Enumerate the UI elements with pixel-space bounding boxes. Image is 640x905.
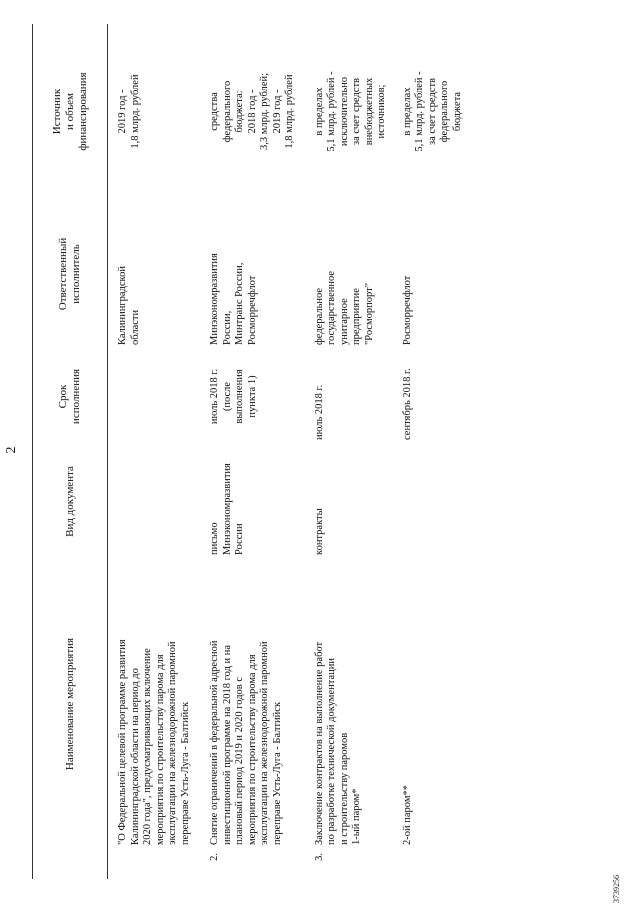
row-doc-type [392,444,468,559]
row-deadline: сентябрь 2018 г. [401,368,413,440]
header-responsible: Ответственный исполнитель [33,199,108,349]
page-number: 2 [4,446,19,454]
row-source: средства федерального бюджета: 2018 год - 3,3 млрд. рублей; 2019 год - 1,8 млрд. рублей [209,72,295,151]
row-source: в пределах 5,1 млрд. рублей - исключительно за счет средств внебюджетных источников; [313,71,387,152]
row-number: 2. [209,853,220,861]
row-name: 2-ой паром** [401,785,413,845]
row-responsible: федеральное государственное унитарное предприятие "Росморпорт" [313,270,375,345]
row-name: Снятие ограничений в федеральной адресной инвестиционной программе на 2018 год и на плановый период 2019 и 2020 годов с мероприятия по строительству парома для эксплуатации на железнодорожной паромной переправе Усть-Луга - Балтийск [209,640,283,845]
document-id: 3739256 [612,875,621,903]
row-deadline [108,349,196,444]
row-number [108,849,196,879]
row-responsible: Калининградской области [117,266,141,345]
row-source: в пределах 5,1 млрд. рублей - за счет средств федерального бюджета [401,71,463,152]
row-number [392,849,468,879]
table-row [108,24,196,879]
header-number [33,849,108,879]
header-doc-type: Вид документа [33,444,108,559]
row-deadline: июль 2018 г. [313,384,325,440]
row-responsible: Минэкономразвития России, Минтранс России, Росморречфлот [209,253,258,345]
row-name: "О Федеральной целевой программе развития Калининградской области на период до 2020 года", предусматривающих включение мероприятия по строительству парома для эксплуатации на железнодорожной паромной переправе Усть-Луга - Балтийск [117,639,191,845]
row-doc-type [108,444,196,559]
row-number: 3. [313,853,325,861]
table-row [195,24,300,879]
row-name: Заключение контрактов на выполнение работ по разработке технической документации и строительству паромов 1-ый паром* [313,641,362,845]
measures-table [32,24,467,879]
table-header-row [33,24,108,879]
table-row [392,24,468,879]
table-row [300,24,392,879]
header-source: Источник и объем финансирования [33,24,108,199]
row-source: 2019 год - 1,8 млрд. рублей [117,74,141,149]
row-doc-type: письмо Минэкономразвития России [209,463,245,555]
row-doc-type: контракты [313,508,325,555]
row-deadline: июль 2018 г. (после выполнения пункта 1) [209,368,258,425]
header-name: Наименование мероприятия [33,559,108,849]
header-deadline: Срок исполнения [33,349,108,444]
row-responsible: Росморречфлот [401,275,413,345]
